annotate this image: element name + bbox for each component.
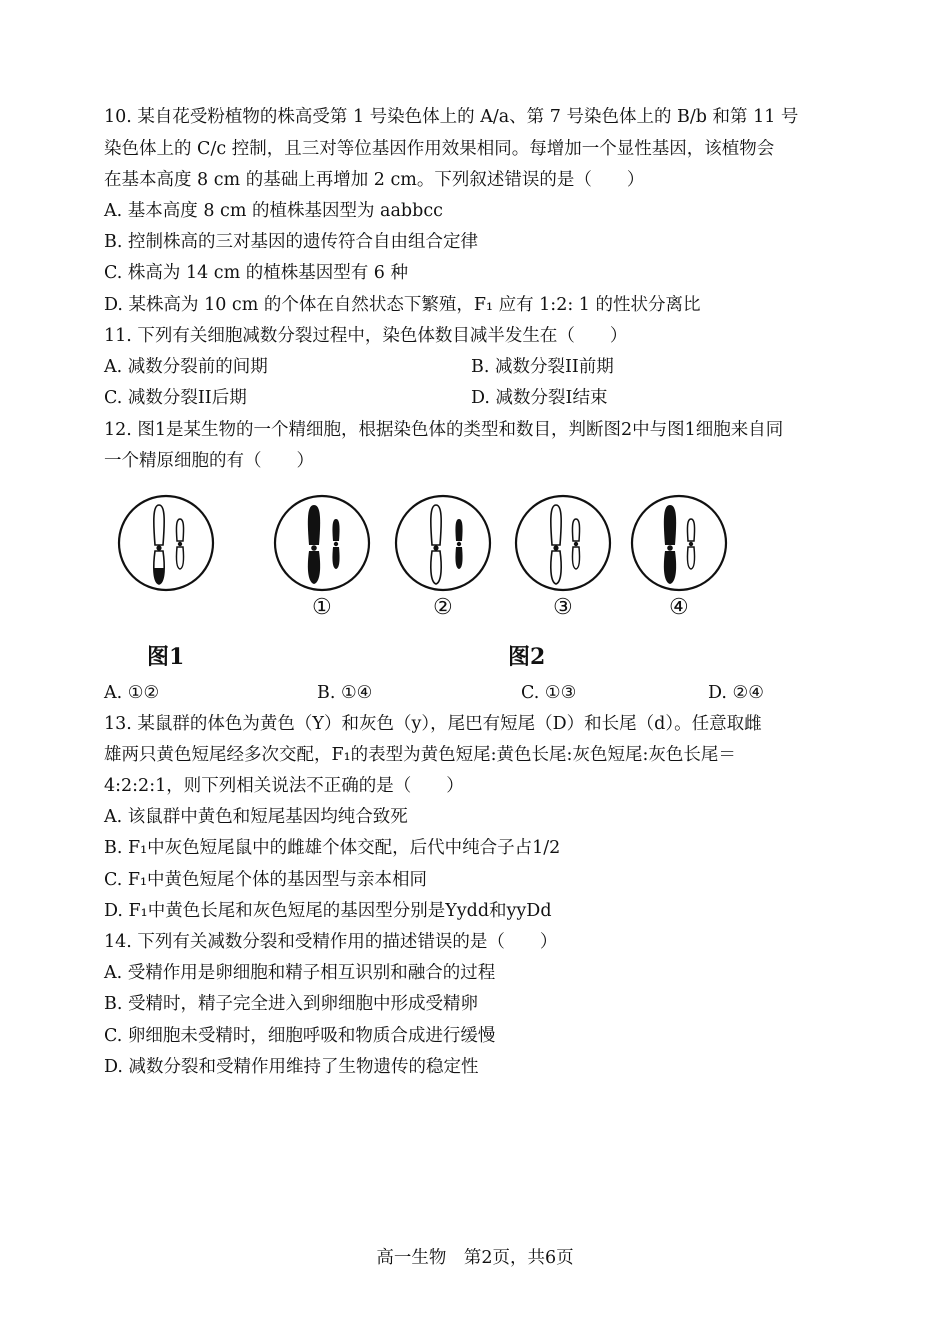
figure-1-caption: 图1	[147, 644, 185, 670]
q13-stem-line-2: 雄两只黄色短尾经多次交配，F₁的表型为黄色短尾:黄色长尾:灰色短尾:灰色长尾＝	[104, 745, 736, 765]
figure-2-caption: 图2	[508, 644, 546, 670]
q13-stem-line-1: 13. 某鼠群的体色为黄色（Y）和灰色（y），尾巴有短尾（D）和长尾（d）。任意取雌	[104, 714, 762, 734]
page-footer: 高一生物 第2页，共6页	[376, 1248, 574, 1268]
q11-option-d: D. 减数分裂I结束	[471, 388, 608, 408]
q10-option-c: C. 株高为 14 cm 的植株基因型有 6 种	[104, 263, 409, 283]
q11-stem: 11. 下列有关细胞减数分裂过程中，染色体数目减半发生在（ ）	[104, 326, 628, 346]
q10-stem-line-1: 10. 某自花受粉植物的株高受第 1 号染色体上的 A/a、第 7 号染色体上的 B/b 和第 11 号	[104, 107, 799, 127]
q11-option-b: B. 减数分裂II前期	[471, 357, 614, 377]
q12-option-c: C. ①③	[521, 683, 577, 703]
q10-option-d: D. 某株高为 10 cm 的个体在自然状态下繁殖，F₁ 应有 1:2: 1 的性状分离比	[104, 295, 701, 315]
q14-stem: 14. 下列有关减数分裂和受精作用的描述错误的是（ ）	[104, 932, 558, 952]
fig1-cell	[119, 496, 213, 590]
chromosome-figure	[0, 490, 950, 600]
q12-option-b: B. ①④	[317, 683, 373, 703]
q11-option-a: A. 减数分裂前的间期	[104, 357, 268, 377]
fig2-cell-1	[275, 496, 369, 590]
q14-option-c: C. 卵细胞未受精时，细胞呼吸和物质合成进行缓慢	[104, 1026, 496, 1046]
cell-label-2: ②	[433, 595, 453, 620]
q12-stem-line-2: 一个精原细胞的有（ ）	[104, 451, 314, 471]
q10-option-b: B. 控制株高的三对基因的遗传符合自由组合定律	[104, 232, 478, 252]
q13-option-d: D. F₁中黄色长尾和灰色短尾的基因型分别是Yydd和yyDd	[104, 901, 552, 921]
q13-option-b: B. F₁中灰色短尾鼠中的雌雄个体交配，后代中纯合子占1/2	[104, 838, 561, 858]
q14-option-d: D. 减数分裂和受精作用维持了生物遗传的稳定性	[104, 1057, 479, 1077]
fig2-cell-4	[632, 496, 726, 590]
q14-option-a: A. 受精作用是卵细胞和精子相互识别和融合的过程	[104, 963, 496, 983]
q12-option-d: D. ②④	[708, 683, 764, 703]
q11-option-c: C. 减数分裂II后期	[104, 388, 247, 408]
q12-option-a: A. ①②	[104, 683, 160, 703]
q13-option-a: A. 该鼠群中黄色和短尾基因均纯合致死	[104, 807, 408, 827]
q13-stem-line-3: 4:2:2:1，则下列相关说法不正确的是（ ）	[104, 776, 464, 796]
q10-stem-line-2: 染色体上的 C/c 控制，且三对等位基因作用效果相同。每增加一个显性基因，该植物会	[104, 139, 775, 159]
cell-label-3: ③	[553, 595, 573, 620]
fig2-cell-2	[396, 496, 490, 590]
cell-label-1: ①	[312, 595, 332, 620]
short-chromosome	[176, 519, 183, 569]
long-chromosome	[154, 505, 164, 584]
q14-option-b: B. 受精时，精子完全进入到卵细胞中形成受精卵	[104, 994, 478, 1014]
q10-stem-line-3: 在基本高度 8 cm 的基础上再增加 2 cm。下列叙述错误的是（ ）	[104, 170, 645, 190]
fig2-cell-3	[516, 496, 610, 590]
q10-option-a: A. 基本高度 8 cm 的植株基因型为 aabbcc	[104, 201, 443, 221]
q12-stem-line-1: 12. 图1是某生物的一个精细胞，根据染色体的类型和数目，判断图2中与图1细胞来自同	[104, 420, 784, 440]
q13-option-c: C. F₁中黄色短尾个体的基因型与亲本相同	[104, 870, 428, 890]
cell-label-4: ④	[669, 595, 689, 620]
